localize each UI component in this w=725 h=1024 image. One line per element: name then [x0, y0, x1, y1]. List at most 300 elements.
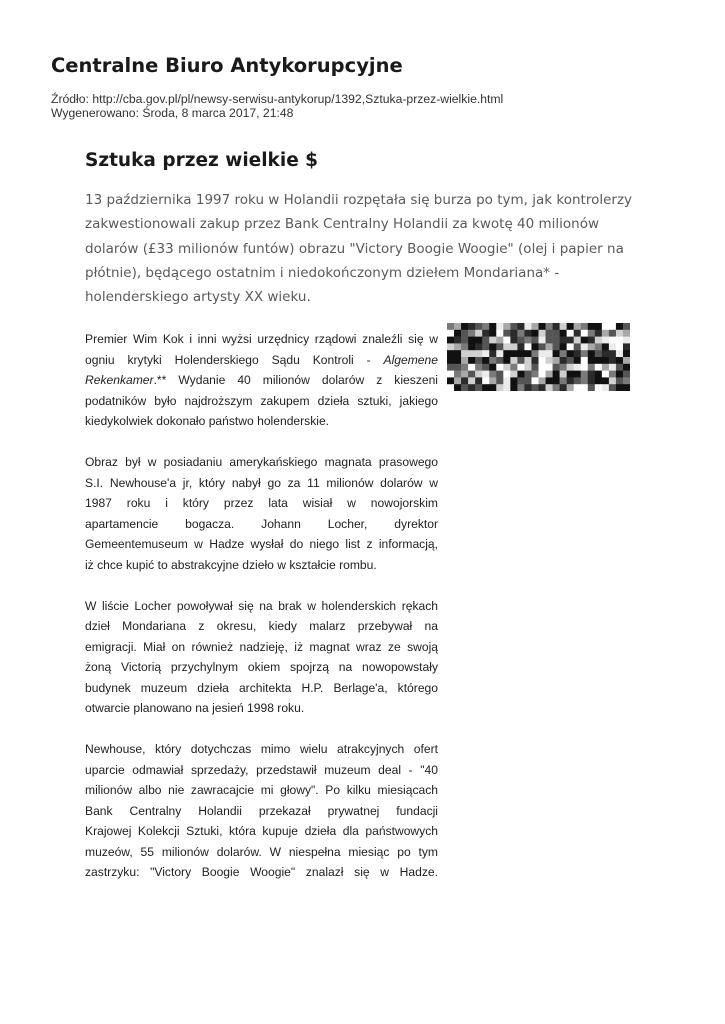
painting-tile	[475, 371, 482, 378]
painting-tile	[489, 343, 496, 350]
painting-tile	[553, 377, 560, 384]
painting-tile	[567, 364, 574, 371]
painting-tile	[581, 377, 588, 384]
painting-tile	[489, 350, 496, 357]
painting-tile	[546, 343, 553, 350]
painting-tile	[461, 350, 468, 357]
painting-tile	[503, 364, 510, 371]
paragraph-line: budynek muzeum dzieła architekta H.P. Berlage'a, którego	[85, 680, 438, 695]
painting-tile	[616, 377, 623, 384]
painting-tile	[567, 350, 574, 357]
paragraph-line: milionów albo nie zawracajcie mi głowy". Po kilku miesiącach	[85, 783, 438, 797]
painting-tile	[560, 323, 567, 330]
painting-tile	[503, 350, 510, 357]
painting-tile	[503, 337, 510, 344]
painting-tile	[468, 364, 475, 371]
painting-tile	[602, 364, 609, 371]
painting-tile	[595, 323, 602, 330]
painting-tile	[482, 350, 489, 357]
paragraph-line: podatników było najdroższym zakupem dzieła sztuki, jakiego	[85, 393, 438, 408]
painting-tile	[517, 323, 524, 330]
painting-tile	[567, 330, 574, 337]
painting-tile	[524, 364, 531, 371]
painting-tile	[588, 384, 595, 391]
painting-tile	[482, 371, 489, 378]
painting-tile	[475, 364, 482, 371]
painting-tile	[546, 384, 553, 391]
paragraph-line: S.I. Newhouse'a jr, który nabył go za 11 milionów dolarów w	[85, 475, 438, 490]
painting-tile	[539, 384, 546, 391]
painting-tile	[588, 357, 595, 364]
painting-tile	[602, 350, 609, 357]
painting-tile	[510, 323, 517, 330]
painting-tile	[454, 371, 461, 378]
painting-tile	[447, 350, 454, 357]
painting-tile	[517, 330, 524, 337]
painting-tile	[623, 364, 630, 371]
painting-tile	[496, 371, 503, 378]
painting-tile	[447, 330, 454, 337]
painting-tile	[588, 371, 595, 378]
lead-line: zakwestionowali zakup przez Bank Centralny Holandii za kwotę 40 milionów	[85, 216, 600, 233]
painting-tile	[475, 384, 482, 391]
painting-tile	[503, 371, 510, 378]
painting-tile	[553, 357, 560, 364]
painting-tile	[510, 357, 517, 364]
painting-tile	[581, 343, 588, 350]
paragraph-text: ogniu krytyki Holenderskiego Sądu Kontroli -	[85, 352, 384, 367]
painting-tile	[602, 323, 609, 330]
painting-tile	[496, 364, 503, 371]
painting-tile	[553, 343, 560, 350]
painting-tile	[461, 357, 468, 364]
painting-tile	[609, 371, 616, 378]
painting-tile	[616, 384, 623, 391]
painting-tile	[560, 357, 567, 364]
painting-tile	[503, 330, 510, 337]
painting-tile	[581, 384, 588, 391]
painting-tile	[616, 371, 623, 378]
painting-tile	[539, 350, 546, 357]
painting-tile	[517, 350, 524, 357]
painting-tile	[574, 357, 581, 364]
painting-tile	[595, 384, 602, 391]
painting-tile	[539, 330, 546, 337]
painting-tile	[616, 350, 623, 357]
painting-tile	[531, 377, 538, 384]
painting-tile	[616, 357, 623, 364]
painting-tile	[524, 323, 531, 330]
painting-tile	[468, 330, 475, 337]
painting-tile	[531, 323, 538, 330]
painting-tile	[461, 330, 468, 337]
paragraph-line: kiedykolwiek dokonało państwo holenderskie.	[85, 414, 330, 428]
painting-tile	[454, 343, 461, 350]
painting-tile	[595, 357, 602, 364]
painting-tile	[517, 371, 524, 378]
painting-tile	[574, 377, 581, 384]
painting-tile	[475, 337, 482, 344]
generated-line: Wygenerowano: Środa, 8 marca 2017, 21:48	[51, 105, 294, 120]
painting-tile	[574, 330, 581, 337]
lead-line: płótnie), będącego ostatnim i niedokończonym dziełem Mondariana* -	[85, 264, 560, 281]
painting-tile	[447, 371, 454, 378]
painting-tile	[595, 371, 602, 378]
paragraph-line: W liście Locher powoływał się na brak w holenderskich rękach	[85, 598, 438, 613]
painting-tile	[623, 377, 630, 384]
painting-tile	[609, 350, 616, 357]
painting-tile	[475, 357, 482, 364]
painting-tile	[461, 364, 468, 371]
painting-tile	[616, 337, 623, 344]
painting-tile	[623, 343, 630, 350]
painting-tile	[482, 384, 489, 391]
painting-tile	[574, 384, 581, 391]
painting-tile	[482, 357, 489, 364]
painting-tile	[609, 337, 616, 344]
painting-tile	[567, 384, 574, 391]
painting-tile	[560, 384, 567, 391]
painting-tile	[517, 364, 524, 371]
painting-tile	[531, 384, 538, 391]
paragraph-line: Krajowej Kolekcji Sztuki, która kupuje dzieła dla państwowych	[85, 824, 438, 838]
emphasis-text: Rekenkamer	[85, 373, 154, 387]
painting-tile	[539, 371, 546, 378]
painting-tile	[454, 384, 461, 391]
painting-tile	[609, 377, 616, 384]
painting-tile	[560, 330, 567, 337]
painting-tile	[531, 337, 538, 344]
painting-tile	[609, 343, 616, 350]
painting-tile	[595, 350, 602, 357]
painting-tile	[489, 377, 496, 384]
painting-tile	[553, 323, 560, 330]
painting-tile	[602, 371, 609, 378]
painting-tile	[517, 343, 524, 350]
painting-tile	[539, 364, 546, 371]
painting-tile	[546, 323, 553, 330]
painting-tile	[609, 384, 616, 391]
painting-tile	[510, 343, 517, 350]
paragraph-line: dzieł Mondariana z okresu, kiedy malarz przebywał na	[85, 619, 438, 633]
painting-tile	[567, 371, 574, 378]
painting-tile	[517, 357, 524, 364]
painting-tile	[581, 337, 588, 344]
painting-tile	[503, 384, 510, 391]
painting-tile	[574, 364, 581, 371]
painting-tile	[447, 357, 454, 364]
painting-tile	[595, 337, 602, 344]
painting-tile	[602, 357, 609, 364]
paragraph-line: iż chce kupić to abstrakcyjne dzieło w kształcie rombu.	[85, 557, 377, 572]
painting-tile	[539, 343, 546, 350]
painting-tile	[517, 384, 524, 391]
painting-tile	[454, 330, 461, 337]
site-title: Centralne Biuro Antykorupcyjne	[51, 54, 403, 77]
painting-tile	[496, 343, 503, 350]
painting-tile	[553, 330, 560, 337]
painting-tile	[616, 323, 623, 330]
painting-tile	[546, 350, 553, 357]
painting-tile	[510, 330, 517, 337]
painting-tile	[546, 377, 553, 384]
painting-tile	[588, 330, 595, 337]
painting-tile	[581, 357, 588, 364]
painting-tile	[503, 377, 510, 384]
painting-tile	[623, 323, 630, 330]
painting-tile	[531, 343, 538, 350]
painting-tile	[503, 323, 510, 330]
painting-tile	[482, 337, 489, 344]
painting-tile	[546, 364, 553, 371]
painting-tile	[595, 330, 602, 337]
painting-tile	[454, 337, 461, 344]
paragraph-line: Gemeentemuseum w Hadze wysłał do niego list z informacją,	[85, 537, 438, 551]
paragraph-4	[85, 739, 438, 883]
painting-tile	[489, 357, 496, 364]
painting-tile	[553, 337, 560, 344]
painting-tile	[588, 350, 595, 357]
painting-tile	[447, 364, 454, 371]
painting-tile	[553, 371, 560, 378]
painting-tile	[581, 350, 588, 357]
painting-tile	[595, 377, 602, 384]
painting-tile	[602, 337, 609, 344]
painting-tile	[510, 384, 517, 391]
painting-tile	[531, 330, 538, 337]
painting-tile	[510, 377, 517, 384]
paragraph-line: 1987 roku i który przez lata wisiał w nowojorskim	[85, 496, 438, 510]
painting-tile	[489, 364, 496, 371]
painting-tile	[546, 330, 553, 337]
painting-tile	[447, 323, 454, 330]
painting-tile	[616, 330, 623, 337]
painting-tile	[574, 323, 581, 330]
painting-tile	[447, 343, 454, 350]
painting-tile	[560, 377, 567, 384]
painting-tile	[468, 343, 475, 350]
painting-tile	[560, 371, 567, 378]
painting-tile	[531, 350, 538, 357]
paragraph-line: Bank Centralny Holandii przekazał prywatnej fundacji	[85, 803, 438, 818]
painting-tile	[461, 377, 468, 384]
painting-tile	[496, 337, 503, 344]
painting-tile	[531, 364, 538, 371]
painting-tile	[531, 371, 538, 378]
paragraph-line: Newhouse, który dotychczas mimo wielu atrakcyjnych ofert	[85, 742, 438, 756]
painting-tile	[553, 350, 560, 357]
painting-tile	[574, 371, 581, 378]
painting-tile	[623, 384, 630, 391]
painting-tile	[517, 337, 524, 344]
paragraph-line: otwarcie planowano na jesień 1998 roku.	[85, 701, 305, 715]
painting-tile	[510, 337, 517, 344]
painting-tile	[623, 371, 630, 378]
painting-tile	[468, 350, 475, 357]
paragraph-line: muzeów, 55 milionów dolarów. W niespełna miesiąc po tym	[85, 844, 438, 859]
article-body	[85, 329, 438, 903]
painting-tile	[588, 337, 595, 344]
painting-tile	[454, 357, 461, 364]
painting-tile	[539, 337, 546, 344]
painting-tile	[524, 350, 531, 357]
painting-tile	[468, 323, 475, 330]
painting-tile	[567, 343, 574, 350]
painting-tile	[524, 330, 531, 337]
painting-tile	[475, 330, 482, 337]
painting-tile	[461, 337, 468, 344]
painting-tile	[602, 343, 609, 350]
paragraph-line: uparcie odmawiał sprzedaży, przedstawił muzeum deal - "40	[85, 762, 438, 777]
painting-tile	[539, 357, 546, 364]
paragraph-line	[85, 370, 438, 391]
painting-tile	[553, 364, 560, 371]
painting-tile	[489, 384, 496, 391]
painting-tile	[461, 343, 468, 350]
painting-tile	[496, 377, 503, 384]
painting-tile	[616, 343, 623, 350]
painting-tile	[461, 384, 468, 391]
painting-tile	[482, 343, 489, 350]
emphasis-text: Algemene	[383, 352, 438, 367]
painting-tile	[489, 323, 496, 330]
painting-tile	[574, 337, 581, 344]
painting-tile	[468, 337, 475, 344]
painting-tile	[475, 323, 482, 330]
painting-tile	[546, 357, 553, 364]
article-lead	[85, 188, 640, 309]
painting-tile	[454, 350, 461, 357]
painting-tile	[553, 384, 560, 391]
paragraph-line	[85, 350, 438, 371]
painting-tile	[503, 357, 510, 364]
painting-tile	[482, 364, 489, 371]
painting-tile	[489, 371, 496, 378]
painting-tile	[623, 350, 630, 357]
painting-tile	[503, 343, 510, 350]
painting-tile	[567, 323, 574, 330]
painting-tile	[588, 343, 595, 350]
painting-tile	[475, 343, 482, 350]
painting-tile	[602, 377, 609, 384]
painting-tile	[447, 384, 454, 391]
painting-tile	[510, 371, 517, 378]
lead-line: 13 października 1997 roku w Holandii rozpętała się burza po tym, jak kontrolerzy	[85, 192, 633, 208]
painting-tile	[524, 337, 531, 344]
painting-tile	[496, 323, 503, 330]
paragraph-2	[85, 452, 438, 575]
painting-tile	[560, 350, 567, 357]
painting-thumbnail-image	[447, 323, 630, 391]
painting-tile	[468, 357, 475, 364]
painting-tile	[454, 323, 461, 330]
painting-tile	[489, 330, 496, 337]
painting-tile	[531, 357, 538, 364]
painting-tile	[524, 377, 531, 384]
painting-tile	[468, 377, 475, 384]
painting-tile	[539, 377, 546, 384]
painting-tile	[454, 364, 461, 371]
paragraph-line: żoną Victorią przychylnym okiem spojrzą na nowopowstały	[85, 660, 438, 674]
painting-tile	[581, 371, 588, 378]
painting-tile	[524, 371, 531, 378]
painting-tile	[524, 343, 531, 350]
painting-tile	[567, 357, 574, 364]
painting-tile	[461, 323, 468, 330]
painting-tile	[546, 337, 553, 344]
painting-tile	[482, 330, 489, 337]
paragraph-1	[85, 329, 438, 432]
painting-tile	[609, 364, 616, 371]
paragraph-text: .** Wydanie 40 milionów dolarów z kieszeni	[153, 373, 438, 387]
painting-tile	[574, 350, 581, 357]
painting-tile	[546, 371, 553, 378]
painting-tile	[588, 323, 595, 330]
painting-tile	[510, 364, 517, 371]
painting-tile	[475, 350, 482, 357]
painting-tile	[524, 384, 531, 391]
painting-tile	[567, 337, 574, 344]
painting-tile	[539, 323, 546, 330]
painting-tile	[595, 343, 602, 350]
painting-tile	[609, 323, 616, 330]
document-meta	[51, 93, 503, 120]
painting-tile	[482, 377, 489, 384]
painting-tile	[560, 343, 567, 350]
painting-tile	[489, 337, 496, 344]
paragraph-line: Obraz był w posiadaniu amerykańskiego magnata prasowego	[85, 455, 438, 469]
painting-tile	[609, 357, 616, 364]
painting-tile	[517, 377, 524, 384]
article-title: Sztuka przez wielkie $	[85, 150, 319, 171]
painting-tile	[623, 357, 630, 364]
painting-tile	[588, 377, 595, 384]
painting-tile	[609, 330, 616, 337]
painting-tile	[623, 337, 630, 344]
painting-tile	[461, 371, 468, 378]
painting-tile	[616, 364, 623, 371]
painting-tile	[475, 377, 482, 384]
painting-tile	[496, 384, 503, 391]
paragraph-3	[85, 596, 438, 719]
painting-tile	[482, 323, 489, 330]
painting-tile	[510, 350, 517, 357]
painting-tile	[574, 343, 581, 350]
painting-tile	[602, 384, 609, 391]
painting-tile	[447, 377, 454, 384]
painting-tile	[496, 357, 503, 364]
source-line[interactable]: Źródło: http://cba.gov.pl/pl/newsy-serwisu-antykorup/1392,Sztuka-przez-wielkie.html	[51, 92, 504, 106]
painting-tile	[581, 323, 588, 330]
painting-tile	[581, 330, 588, 337]
painting-tile	[447, 337, 454, 344]
painting-tile	[595, 364, 602, 371]
lead-line: dolarów (£33 milionów funtów) obrazu "Victory Boogie Woogie" (olej i papier na	[85, 240, 624, 257]
painting-tile	[560, 337, 567, 344]
painting-tile	[468, 384, 475, 391]
painting-tile	[623, 330, 630, 337]
paragraph-line: emigracji. Miał on również nadzieję, iż magnat wraz ze swoją	[85, 639, 438, 654]
painting-tile	[496, 330, 503, 337]
painting-tile	[524, 357, 531, 364]
painting-tile	[468, 371, 475, 378]
painting-tile	[560, 364, 567, 371]
paragraph-line: zastrzyku: "Victory Boogie Woogie" znalazł się w Hadze.	[85, 865, 438, 879]
lead-line: holenderskiego artysty XX wieku.	[85, 289, 311, 306]
paragraph-line: Premier Wim Kok i inni wyżsi urzędnicy rządowi znaleźli się w	[85, 332, 438, 346]
painting-tile	[454, 377, 461, 384]
paragraph-line: apartamencie bogacza. Johann Locher, dyrektor	[85, 516, 438, 531]
